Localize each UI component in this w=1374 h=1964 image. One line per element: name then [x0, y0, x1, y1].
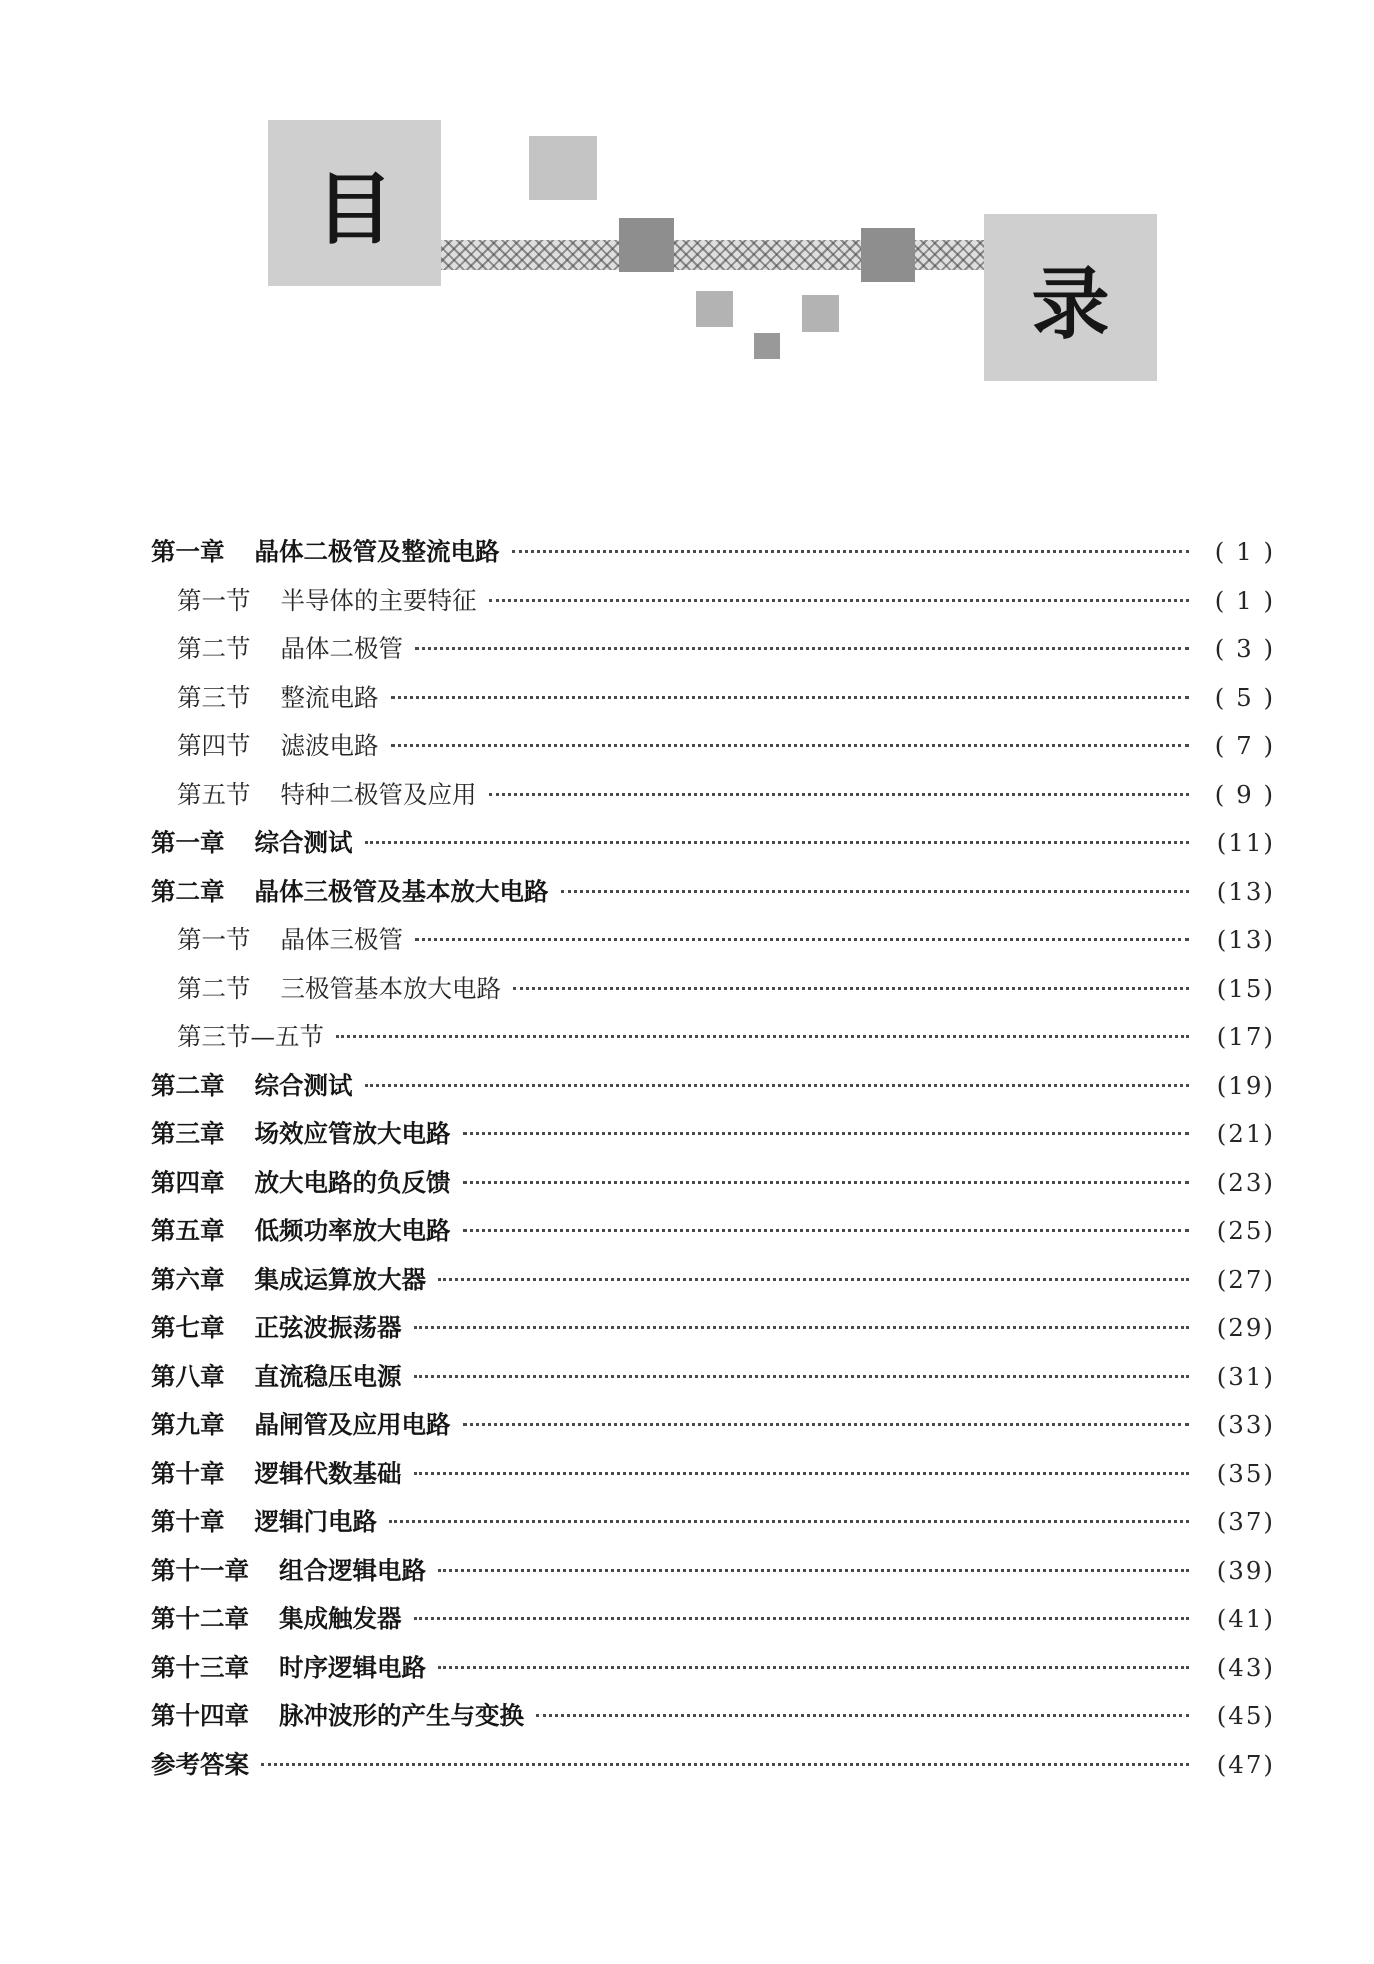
title-char-lu: 录 [984, 214, 1157, 381]
toc-entry-label: 第二章 [151, 1070, 225, 1100]
dot-leader [438, 1666, 1189, 1669]
decor-square [861, 228, 915, 282]
dot-leader [489, 793, 1190, 796]
toc-page-number: (39) [1216, 1555, 1275, 1585]
dot-leader [463, 1181, 1190, 1184]
toc-chapter-entry[interactable] [151, 1207, 1275, 1256]
dot-leader [391, 744, 1190, 747]
toc-page-number: ( 1 ) [1214, 537, 1275, 566]
toc-page-number: ( 7 ) [1214, 731, 1275, 760]
toc-chapter-entry[interactable] [151, 868, 1275, 917]
decor-square [754, 333, 780, 359]
toc-page-number: ( 3 ) [1214, 634, 1275, 663]
toc-entry-label: 第八章 [151, 1361, 225, 1391]
dot-leader [391, 696, 1190, 699]
toc-entry-title: 综合测试 [254, 828, 353, 857]
toc-entry-label: 第六章 [151, 1264, 225, 1294]
toc-page-number: (31) [1216, 1361, 1275, 1391]
toc-entry-label: 第十章 [151, 1458, 225, 1488]
toc-chapter-entry[interactable] [151, 1498, 1275, 1547]
toc-entry-title: 脉冲波形的产生与变换 [279, 1701, 524, 1730]
toc-section-entry[interactable] [151, 1013, 1275, 1062]
toc-entry-label: 第二章 [151, 876, 225, 906]
toc-page-number: (19) [1216, 1070, 1275, 1100]
toc-entry-title: 逻辑代数基础 [254, 1458, 402, 1488]
toc-page-number: (37) [1216, 1507, 1275, 1536]
toc-page-number: (13) [1216, 876, 1275, 906]
toc-entry-label: 参考答案 [151, 1749, 249, 1779]
toc-entry-label: 第四章 [151, 1167, 225, 1197]
toc-section-entry[interactable] [151, 577, 1275, 626]
toc-page-number: ( 5 ) [1214, 682, 1275, 712]
decor-square [802, 295, 839, 332]
toc-entry-title: 逻辑门电路 [254, 1507, 377, 1536]
toc-entry-title: 场效应管放大电路 [254, 1119, 451, 1148]
toc-entry-label: 第一章 [151, 537, 225, 566]
toc-entry-title: 半导体的主要特征 [280, 585, 477, 615]
toc-chapter-entry[interactable] [151, 1547, 1275, 1596]
toc-entry-label: 第二节 [177, 973, 251, 1003]
toc-entry-label: 第四节 [177, 731, 251, 760]
toc-entry-label: 第二节 [177, 634, 251, 663]
toc-entry-label: 第三节 [177, 682, 251, 712]
toc-chapter-entry[interactable] [151, 1450, 1275, 1499]
toc-page-number: (45) [1216, 1701, 1275, 1730]
toc-entry-title: 放大电路的负反馈 [254, 1167, 451, 1197]
toc-entry-title: 晶体三极管 [280, 925, 403, 954]
dot-leader [414, 1326, 1190, 1329]
dot-leader [463, 1423, 1190, 1426]
dot-leader [365, 841, 1190, 844]
toc-page-number: ( 9 ) [1214, 779, 1275, 809]
dot-leader [561, 890, 1190, 893]
dot-leader [414, 1375, 1190, 1378]
toc-entry-title: 集成触发器 [279, 1604, 402, 1633]
toc-entry-label: 第十四章 [151, 1701, 249, 1730]
dot-leader [438, 1569, 1189, 1572]
toc-page-number: (43) [1216, 1652, 1275, 1682]
dot-leader [414, 1617, 1190, 1620]
toc-entry-label: 第三节—五节 [177, 1022, 324, 1051]
toc-section-entry[interactable] [151, 965, 1275, 1014]
dot-leader [536, 1714, 1189, 1717]
toc-entry-title: 晶体二极管及整流电路 [254, 537, 500, 566]
toc-entry-label: 第一节 [177, 585, 251, 615]
decor-square [529, 136, 597, 200]
toc-page-number: (35) [1216, 1458, 1275, 1488]
dot-leader [489, 599, 1190, 602]
toc-chapter-entry[interactable] [151, 1062, 1275, 1111]
toc-entry-title: 正弦波振荡器 [254, 1313, 402, 1342]
dot-leader [261, 1763, 1189, 1766]
toc-entry-label: 第五章 [151, 1216, 225, 1245]
table-of-contents [151, 528, 1275, 1789]
toc-entry-title: 晶体二极管 [280, 634, 403, 663]
toc-chapter-entry[interactable] [151, 1741, 1275, 1790]
toc-page-number: (15) [1216, 973, 1275, 1003]
toc-entry-title: 直流稳压电源 [254, 1361, 402, 1391]
dot-leader [463, 1229, 1190, 1232]
toc-entry-title: 整流电路 [280, 682, 379, 712]
toc-page-number: (29) [1216, 1313, 1275, 1342]
toc-section-entry[interactable] [151, 916, 1275, 965]
toc-entry-label: 第一节 [177, 925, 251, 954]
toc-entry-title: 综合测试 [254, 1070, 353, 1100]
toc-section-entry[interactable] [151, 771, 1275, 820]
toc-entry-title: 三极管基本放大电路 [280, 973, 501, 1003]
toc-chapter-entry[interactable] [151, 528, 1275, 577]
title-char-mu: 目 [268, 120, 441, 286]
toc-chapter-entry[interactable] [151, 1353, 1275, 1402]
dot-leader [512, 550, 1190, 553]
toc-entry-title: 集成运算放大器 [254, 1264, 426, 1294]
dot-leader [438, 1278, 1189, 1281]
toc-chapter-entry[interactable] [151, 1256, 1275, 1305]
toc-page-number: (41) [1216, 1604, 1275, 1633]
toc-page-number: (13) [1216, 925, 1275, 954]
toc-entry-title: 晶体三极管及基本放大电路 [254, 876, 549, 906]
toc-entry-title: 组合逻辑电路 [279, 1555, 426, 1585]
dot-leader [336, 1035, 1189, 1038]
toc-entry-title: 时序逻辑电路 [279, 1652, 426, 1682]
toc-page-number: (25) [1216, 1216, 1275, 1245]
toc-page-number: (33) [1216, 1410, 1275, 1439]
toc-entry-label: 第十三章 [151, 1652, 249, 1682]
dot-leader [389, 1520, 1189, 1523]
dot-leader [463, 1132, 1190, 1135]
toc-page-number: (47) [1216, 1749, 1275, 1779]
dot-leader [415, 647, 1189, 650]
toc-entry-label: 第十一章 [151, 1555, 249, 1585]
toc-entry-title: 滤波电路 [280, 731, 379, 760]
toc-chapter-entry[interactable] [151, 1401, 1275, 1450]
toc-entry-title: 晶闸管及应用电路 [254, 1410, 451, 1439]
toc-page-number: (17) [1216, 1022, 1275, 1051]
toc-page-number: (23) [1216, 1167, 1275, 1197]
toc-entry-label: 第十二章 [151, 1604, 249, 1633]
toc-page-number: (27) [1216, 1264, 1275, 1294]
dot-leader [513, 987, 1189, 990]
toc-entry-label: 第五节 [177, 779, 251, 809]
toc-page-number: (11) [1216, 828, 1275, 857]
toc-entry-title: 低频功率放大电路 [254, 1216, 451, 1245]
dot-leader [414, 1472, 1190, 1475]
decor-square [696, 291, 733, 327]
toc-chapter-entry[interactable] [151, 1110, 1275, 1159]
toc-chapter-entry[interactable] [151, 819, 1275, 868]
toc-entry-label: 第九章 [151, 1410, 225, 1439]
toc-chapter-entry[interactable] [151, 1159, 1275, 1208]
toc-section-entry[interactable] [151, 722, 1275, 771]
dot-leader [415, 938, 1189, 941]
dot-leader [365, 1084, 1190, 1087]
toc-page-number: ( 1 ) [1214, 585, 1275, 615]
crosshatch-strip [440, 240, 1000, 270]
toc-chapter-entry[interactable] [151, 1304, 1275, 1353]
toc-entry-label: 第十章 [151, 1507, 225, 1536]
toc-entry-label: 第七章 [151, 1313, 225, 1342]
toc-section-entry[interactable] [151, 625, 1275, 674]
toc-chapter-entry[interactable] [151, 1692, 1275, 1741]
toc-section-entry[interactable] [151, 674, 1275, 723]
toc-chapter-entry[interactable] [151, 1644, 1275, 1693]
decor-square [619, 218, 674, 272]
toc-entry-title: 特种二极管及应用 [280, 779, 477, 809]
toc-page-number: (21) [1216, 1119, 1275, 1148]
toc-entry-label: 第一章 [151, 828, 225, 857]
toc-entry-label: 第三章 [151, 1119, 225, 1148]
toc-header-decoration [0, 0, 1374, 400]
toc-chapter-entry[interactable] [151, 1595, 1275, 1644]
